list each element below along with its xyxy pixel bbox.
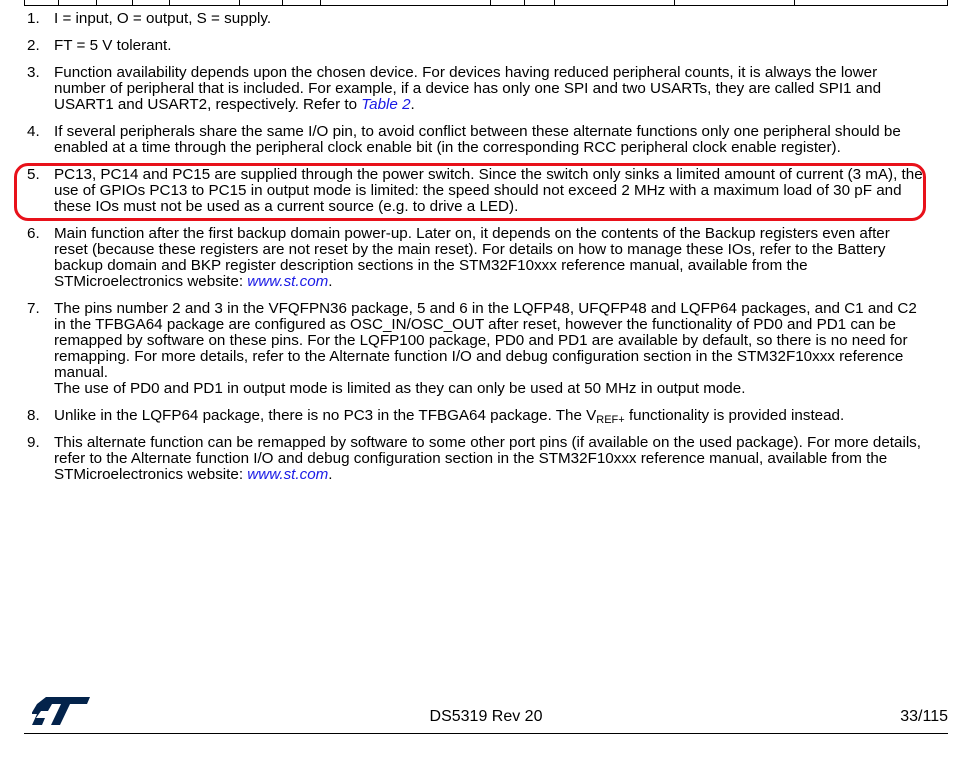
note-number: 2. [27, 37, 40, 54]
table-notes [24, 11, 924, 494]
note-number: 4. [27, 123, 40, 140]
st-website-link[interactable]: www.st.com [247, 466, 329, 483]
note-number: 3. [27, 64, 40, 81]
st-website-link[interactable]: www.st.com [247, 273, 329, 290]
note-7 [24, 301, 924, 397]
note-number: 9. [27, 434, 40, 451]
note-text: Main function after the first backup domain power-up. Later on, it depends on the contents of the Backup registers even after reset (because these registers are not reset by the main reset). For details on how to manage these IOs, refer to the Battery backup domain and BKP register description sections in the STM32F10xxx reference manual, available from the STMicroelectronics website: [54, 225, 890, 290]
note-text: If several peripherals share the same I/O pin, to avoid conflict between these alternate functions only one peripheral should be enabled at a time through the peripheral clock enable bit (in the corresponding RCC peripheral clock enable register). [54, 123, 901, 156]
table-bottom-edge [24, 0, 948, 6]
note-number: 6. [27, 225, 40, 242]
note-2 [24, 38, 924, 54]
note-text: The pins number 2 and 3 in the VFQFPN36 package, 5 and 6 in the LQFP48, UFQFP48 and LQFP64 packages, and C1 and C2 in the TFBGA64 package are configured as OSC_IN/OSC_OUT after reset, however the functionality of PD0 and PD1 can be remapped by software on these pins. For the LQFP100 package, PD0 and PD1 are available by default, so there is no need for remapping. For more details, refer to the Alternate function I/O and debug configuration section in the STM32F10xxx reference manual. [54, 300, 917, 381]
note-text: Function availability depends upon the chosen device. For devices having reduced peripheral counts, it is always the lower number of peripheral that is included. For example, if a device has only one SPI and two USARTs, they are called SPI1 and USART1 and USART2, respectively. Refer to [54, 64, 882, 113]
note-5-highlight-ring [14, 163, 926, 221]
note-number: 8. [27, 407, 40, 424]
note-number: 5. [27, 166, 40, 183]
vref-subscript: REF+ [596, 414, 625, 426]
note-text: This alternate function can be remapped by software to some other port pins (if available on the used package). For more details, refer to the Alternate function I/O and debug configuration section in the STM32F10xxx reference manual, available from the STMicroelectronics website: [54, 434, 922, 483]
note-4 [24, 124, 924, 156]
note-number: 1. [27, 10, 40, 27]
page-number: 33/115 [900, 708, 948, 725]
note-3: 3. Function availability depends upon the chosen device. For devices having reduced peripheral counts, it is always the lower number of peripheral that is included. For example, if a device has only one SPI and two USARTs, they are called SPI1 and USART1 and USART2, respectively. Refer to Table 2. [27, 64, 882, 113]
note-text: PC13, PC14 and PC15 are supplied through the power switch. Since the switch only sinks a limited amount of current (3 mA), the use of GPIOs PC13 to PC15 in output mode is limited: the speed should not exceed 2 MHz with a maximum load of 30 pF and these IOs must not be used as a current source (e.g. to drive a LED). [54, 166, 923, 215]
note-text: I = input, O = output, S = supply. [54, 10, 272, 27]
note-text: Unlike in the LQFP64 package, there is no PC3 in the TFBGA64 package. The V [54, 407, 597, 424]
note-text: FT = 5 V tolerant. [54, 37, 172, 54]
document-reference: DS5319 Rev 20 [429, 708, 543, 725]
note-9: 9. This alternate function can be remapped by software to some other port pins (if available on the used package). For more details, refer to the Alternate function I/O and debug configuration section in the STM32F10xxx reference manual, available from the STMicroelectronics website: www.st.com. [27, 434, 922, 483]
note-extra-text: The use of PD0 and PD1 in output mode is limited as they can only be used at 50 MHz in output mode. [54, 380, 746, 397]
note-1 [24, 11, 924, 27]
table-2-link[interactable]: Table 2 [361, 96, 411, 113]
note-number: 7. [27, 300, 40, 317]
page-footer [24, 696, 948, 734]
note-6: 6. Main function after the first backup domain power-up. Later on, it depends on the contents of the Backup registers even after reset (because these registers are not reset by the main reset). For details on how to manage these IOs, refer to the Battery backup domain and BKP register description sections in the STM32F10xxx reference manual, available from the STMicroelectronics website: www.st.com. [27, 225, 890, 290]
note-8: 8. Unlike in the LQFP64 package, there is no PC3 in the TFBGA64 package. The $V_{REF+}$ functionality is provided instead. [27, 407, 845, 426]
